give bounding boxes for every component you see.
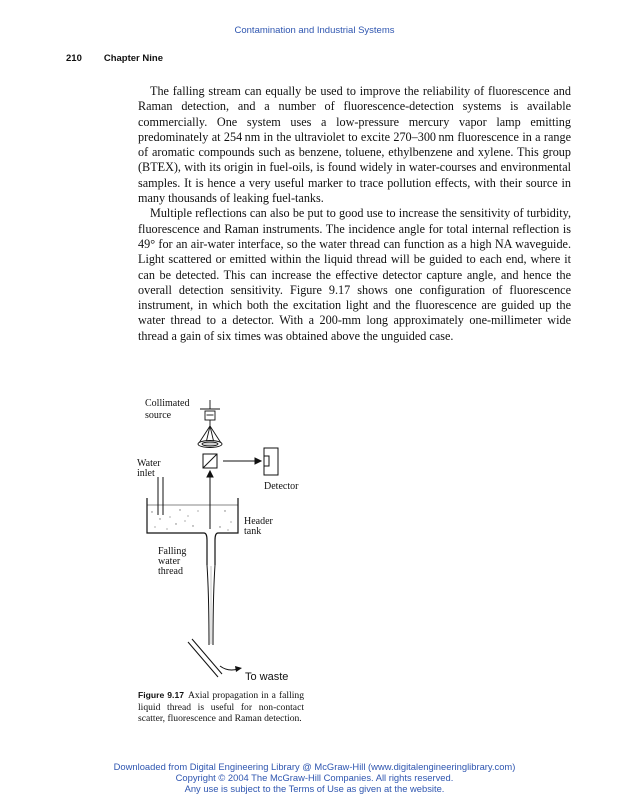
label-falling-line1: Falling <box>158 546 187 557</box>
label-header-line1: Header <box>244 516 273 527</box>
label-falling-line3: thread <box>158 566 183 577</box>
footer-download-link[interactable]: Downloaded from Digital Engineering Library @ McGraw-Hill (www.digitalengineeringlibrary.com) <box>113 761 516 772</box>
water-inlet-pipe-icon <box>158 477 163 515</box>
running-header-title: Contamination and Industrial Systems <box>234 25 395 36</box>
running-head <box>66 53 163 64</box>
collimated-source-icon <box>198 400 222 448</box>
beam-splitter-icon <box>203 454 217 468</box>
label-header-line2: tank <box>244 526 262 537</box>
label-water-line2: inlet <box>137 468 155 479</box>
detector-arrow-icon <box>223 458 261 464</box>
figure-9-17-diagram <box>130 390 320 685</box>
caption-text: Axial propagation in a falling liquid thread is useful for non-contact scatter, fluorescence and Raman detection. <box>138 690 304 724</box>
label-to-waste: To waste <box>245 671 289 683</box>
falling-water-thread-icon <box>207 565 215 645</box>
chapter-title: Chapter Nine <box>103 53 163 64</box>
label-detector: Detector <box>264 481 299 492</box>
waste-arrow-icon <box>235 666 242 672</box>
label-falling-line2: water <box>158 556 181 567</box>
vertical-light-arrow-icon <box>207 471 213 529</box>
paragraph-2: Multiple reflections can also be put to good use to increase the sensitivity of turbidity, fluorescence and Raman instruments. The incidence angle for total internal reflection is 49° for an air-water interface, so the water thread can function as a high NA waveguide. Light scattered or emitted within the liquid thread will be guided to each end, where it can be detected. This can increase the effective detector capture angle, and hence the overall detection sensitivity. Figure 9.17 shows one configuration of fluorescence instrument, in which both the excitation light and the fluorescence are guided up the water thread to a detector. With a 200-mm long approximately one-millimeter wide thread a gain of six times was obtained above the unguided case. <box>138 206 571 343</box>
footer-copyright: Copyright © 2004 The McGraw-Hill Companies. All rights reserved. <box>175 771 454 783</box>
body-text <box>138 84 571 344</box>
footer <box>0 762 629 794</box>
paragraph-1: The falling stream can equally be used to improve the reliability of fluorescence and Raman detection, and a number of fluorescence-detection systems is available commercially. One system uses a low-pressure mercury vapor lamp emitting predominately at 254 nm in the ultraviolet to excite 270–300 nm fluorescence in a range of aromatic compounds such as benzene, toluene, ethylbenzene and xylene. This group (BTEX), with its origin in fuel-oils, is found widely in water-courses and environmental samples. It is hence a very useful marker to trace pollution effects, with their source in many thousands of leaking fuel-tanks. <box>138 84 571 206</box>
label-collimated-line2: source <box>145 410 172 421</box>
caption-label: Figure 9.17 <box>138 690 184 700</box>
figure-caption <box>138 690 304 725</box>
page-number: 210 <box>66 53 82 64</box>
footer-terms: Any use is subject to the Terms of Use as given at the website. <box>184 782 445 794</box>
detector-icon <box>264 448 278 475</box>
label-collimated-line1: Collimated <box>145 398 190 409</box>
label-water-line1: Water <box>137 458 161 469</box>
